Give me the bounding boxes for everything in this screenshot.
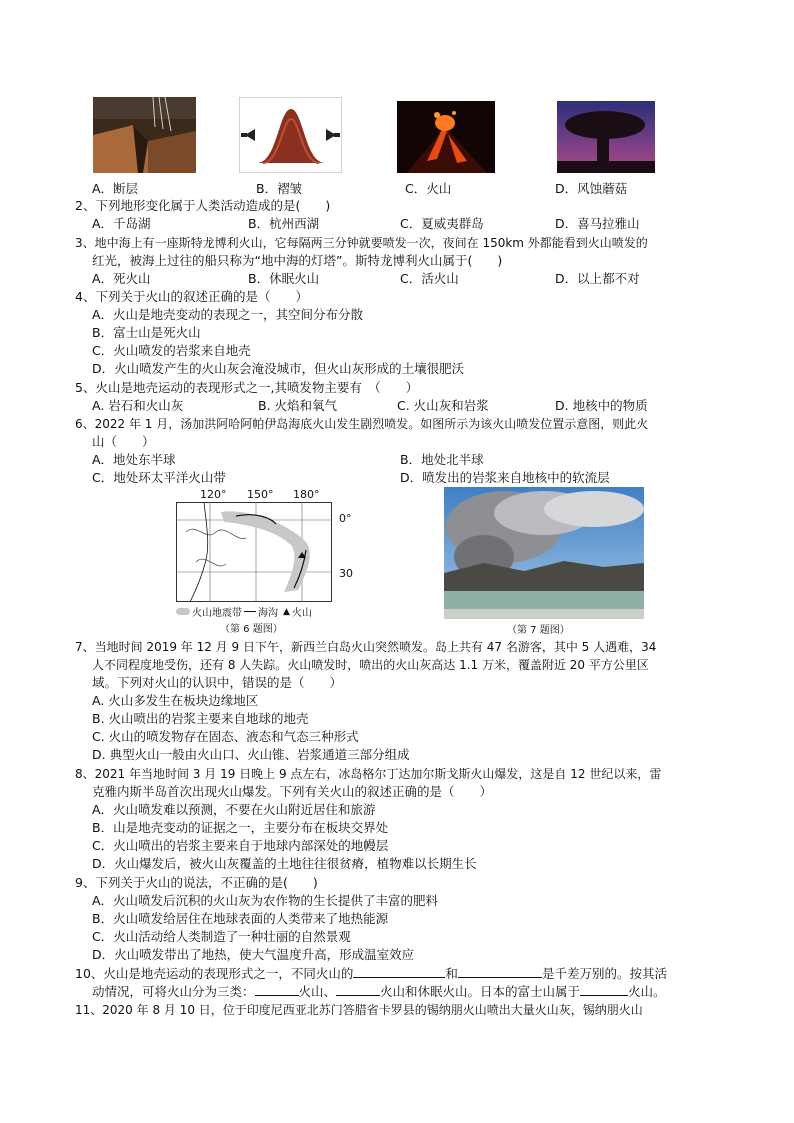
q3-option-b: B．休眠火山 (248, 271, 320, 286)
q3-option-a: A．死火山 (92, 271, 151, 286)
q4-stem: 4、下列关于火山的叙述正确的是（ ） (75, 289, 308, 304)
q6-line2: 山（ ） (92, 434, 155, 449)
q10-text-5: 火山、 (298, 984, 337, 999)
map-lon-180: 180° (293, 488, 320, 501)
q1-option-a: A．断层 (92, 181, 139, 196)
volcano-belt-legend-swatch (176, 608, 190, 615)
q5-option-d: D. 地核中的物质 (555, 398, 648, 413)
q3-line2: 红光，被海上过往的船只称为“地中海的灯塔”。斯特龙博利火山属于( ) (92, 253, 503, 268)
q10-text-4: 动情况，可将火山分为三类： (92, 984, 255, 999)
mushroom-rock-image (557, 101, 655, 173)
q7-line3: 域。下列对火山的认识中，错误的是（ ） (92, 675, 343, 690)
q1-option-c: C．火山 (405, 181, 452, 196)
q9-stem: 9、下列关于火山的说法，不正确的是( ) (75, 875, 318, 890)
q3-option-d: D．以上都不对 (555, 271, 640, 286)
q1-option-b: B．褶皱 (256, 181, 303, 196)
q6-option-b: B．地处北半球 (400, 452, 484, 467)
q7-option-b: B. 火山喷出的岩浆主要来自地球的地壳 (92, 711, 309, 726)
q10-blank-4[interactable] (336, 983, 380, 996)
map-lon-150: 150° (247, 488, 274, 501)
map-lat-30: 30 (339, 567, 353, 580)
q8-option-c: C．火山喷出的岩浆主要来自于地球内部深处的地幔层 (92, 838, 389, 853)
q8-option-d: D．火山爆发后，被火山灰覆盖的土地往往很贫瘠，植物难以长期生长 (92, 856, 477, 871)
q2-option-c: C．夏威夷群岛 (400, 216, 484, 231)
q7-line2: 人不同程度地受伤，还有 8 人失踪。火山喷发时，喷出的火山灰高达 1.1 万米，覆盖附近 20 平方公里区 (92, 658, 649, 672)
legend-volcano: 火山 (291, 608, 312, 619)
q10-blank-5[interactable] (580, 983, 628, 996)
volcano-belt-map (176, 502, 332, 602)
q7-option-d: D. 典型火山一般由火山口、火山锥、岩浆通道三部分组成 (92, 747, 410, 762)
q10-text-7: 火山。 (628, 984, 666, 999)
q9-option-c: C．火山活动给人类制造了一种壮丽的自然景观 (92, 929, 351, 944)
map-caption: （第 6 题图） (220, 624, 283, 635)
q8-line1: 8、2021 年当地时间 3 月 19 日晚上 9 点左右，冰岛格尔丁达加尔斯戈斯火山爆发，这是自 12 世纪以来，雷 (75, 767, 662, 781)
q3-line1: 3、地中海上有一座斯特龙博利火山，它每隔两三分钟就要喷发一次，夜间在 150km 外都能看到火山喷发的 (75, 236, 648, 250)
q7-line1: 7、当地时间 2019 年 12 月 9 日下午，新西兰白岛火山突然喷发。岛上共有 47 名游客，其中 5 人遇难，34 (75, 640, 657, 654)
photo-caption: （第 7 题图） (507, 625, 570, 636)
q10-blank-3[interactable] (255, 983, 299, 996)
q5-option-b: B. 火焰和氧气 (258, 398, 338, 413)
q2-option-a: A．千岛湖 (92, 216, 151, 231)
q4-option-d: D．火山喷发产生的火山灰会淹没城市，但火山灰形成的土壤很肥沃 (92, 361, 465, 376)
volcano-image (397, 101, 495, 173)
q7-option-c: C. 火山的喷发物存在固态、液态和气态三种形式 (92, 729, 359, 744)
q5-option-a: A. 岩石和火山灰 (92, 398, 184, 413)
legend-volcano-belt: 火山地震带 (192, 608, 242, 619)
q6-option-a: A．地处东半球 (92, 452, 176, 467)
q10-text-6: 火山和休眠火山。日本的富士山属于 (380, 984, 581, 999)
q2-stem: 2、下列地形变化属于人类活动造成的是( ) (75, 198, 331, 213)
legend-trench: 海沟 (258, 608, 278, 619)
map-lat-0: 0° (339, 512, 352, 525)
q8-line2: 克雅内斯半岛首次出现火山爆发。下列有关火山的叙述正确的是（ ） (92, 784, 493, 799)
map-lon-120: 120° (200, 488, 227, 501)
q6-line1: 6、2022 年 1 月，汤加洪阿哈阿帕伊岛海底火山发生剧烈喷发。如图所示为该火山喷发位置示意图，则此火 (75, 417, 649, 431)
q4-option-a: A．火山是地壳变动的表现之一，其空间分布分散 (92, 307, 364, 322)
q4-option-b: B．富士山是死火山 (92, 325, 201, 340)
q10-line1 (75, 965, 667, 983)
q10-blank-2[interactable] (458, 965, 542, 978)
volcano-triangle-icon: ▲ (283, 606, 290, 617)
q11-line1: 11、2020 年 8 月 10 日，位于印度尼西亚北苏门答腊省卡罗县的锡纳朋火山喷出大量火山灰，锡纳朋火山 (75, 1003, 643, 1017)
fault-image (93, 97, 196, 173)
q3-option-c: C．活火山 (400, 271, 459, 286)
q9-option-d: D．火山喷发带出了地热，使大气温度升高，形成温室效应 (92, 947, 415, 962)
q5-option-c: C. 火山灰和岩浆 (397, 398, 489, 413)
q9-option-a: A．火山喷发后沉积的火山灰为农作物的生长提供了丰富的肥料 (92, 893, 439, 908)
q6-option-c: C．地处环太平洋火山带 (92, 470, 226, 485)
q10-line2 (92, 983, 666, 1001)
q6-option-d: D．喷发出的岩浆来自地核中的软流层 (400, 470, 610, 485)
map-legend (176, 604, 312, 619)
q1-option-d: D．风蚀蘑菇 (555, 181, 628, 196)
q10-blank-1[interactable] (353, 965, 445, 978)
q4-option-c: C．火山喷发的岩浆来自地壳 (92, 343, 251, 358)
q9-option-b: B．火山喷发给居住在地球表面的人类带来了地热能源 (92, 911, 389, 926)
q5-stem: 5、火山是地壳运动的表现形式之一,其喷发物主要有 （ ） (75, 380, 419, 395)
fold-image (239, 97, 342, 173)
q10-text-3: 是千差万别的。按其活 (541, 966, 667, 981)
q2-option-d: D．喜马拉雅山 (555, 216, 640, 231)
q8-option-a: A．火山喷发难以预测，不要在火山附近居住和旅游 (92, 802, 376, 817)
q2-option-b: B．杭州西湖 (248, 216, 320, 231)
trench-legend-line (244, 611, 256, 612)
white-island-eruption-photo (444, 487, 644, 619)
q8-option-b: B．山是地壳变动的证据之一，主要分布在板块交界处 (92, 820, 389, 835)
q10-text-1: 10、火山是地壳运动的表现形式之一，不同火山的 (75, 966, 354, 981)
q10-text-2: 和 (445, 966, 458, 981)
q7-option-a: A. 火山多发生在板块边缘地区 (92, 693, 259, 708)
